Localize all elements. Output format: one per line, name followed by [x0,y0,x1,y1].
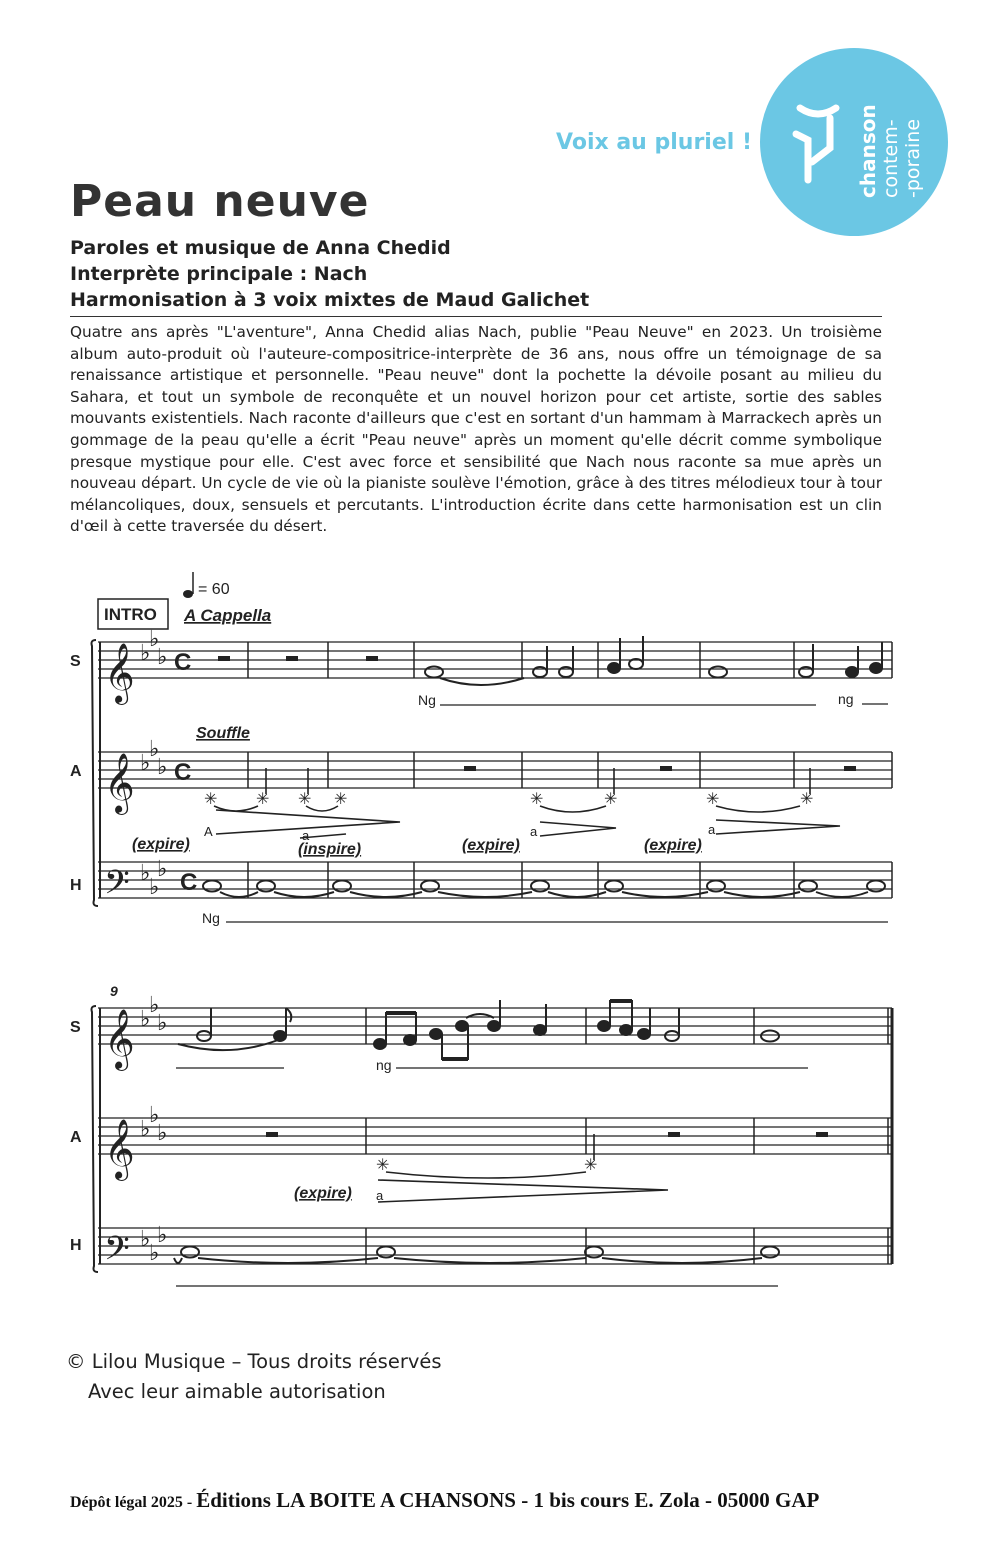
soprano-notes-2 [178,1000,779,1060]
svg-text:♭: ♭ [157,754,168,779]
treble-clef-icon: 𝄞 [104,644,135,702]
svg-text:♭: ♭ [149,1102,160,1127]
annotation-expire: (expire) [462,837,520,854]
bass-clef-icon: 𝄢 [104,865,130,909]
tie [174,1258,182,1263]
lyric-ng: ng [838,691,854,707]
svg-text:♭: ♭ [140,1116,151,1141]
voice-label-bass: H [70,877,82,894]
legal-footer [70,1488,819,1513]
lyric-a: a [302,828,310,843]
bass-clef-icon: 𝄢 [104,1231,130,1275]
style-label: A Cappella [184,606,272,625]
svg-text:♭: ♭ [149,874,160,899]
whole-note [585,1247,603,1258]
intro-paragraph: Quatre ans après "L'aventure", Anna Chedid alias Nach, publie "Peau Neuve" en 2023. Un troisième album auto-produit où l'auteure-compositrice-interprète de 36 ans, nous offre un témoignage de sa renaissance artistique et personnelle. "Peau neuve" dont la pochette la dévoile posant au milieu du Sahara, et tout un symbole de reconquête et un nouvel horizon pour cet artiste, sortie des sables mouvants existentiels. Nach raconte d'ailleurs que c'est en sortant d'un hammam à Marrackech après un gommage de la peau qu'elle a écrit "Peau neuve" après un moment qu'elle décrit comme symbolique presque mystique pour elle. C'est avec force et sensibilité que Nach nous raconte sa mue après un nouveau départ. Un cycle de vie où la pianiste soulève l'émotion, grâce à des titres mélodieux tour à tour mélancoliques, doux, sensuels et percutants. L'introduction écrite dans cette harmonisation est un clin d'œil à cette traversée du désert. [70,323,882,536]
logo-word-chanson: chanson [856,104,880,198]
tie [438,892,532,897]
voice-label-soprano-2: S [70,1019,81,1036]
whole-note [761,1247,779,1258]
svg-text:♭: ♭ [140,1226,151,1251]
annotation-expire: (expire) [294,1185,352,1202]
svg-text:♭: ♭ [157,644,168,669]
logo-word-poraine: -poraine [902,118,924,198]
svg-text:C: C [174,759,192,786]
lyric-a: a [376,1188,384,1203]
tempo-value: = 60 [198,581,230,598]
tie [602,1258,762,1263]
svg-text:♭: ♭ [157,1120,168,1145]
svg-text:C: C [174,649,192,676]
voice-label-alto-2: A [70,1129,82,1146]
svg-text:✳: ✳ [584,1157,598,1174]
tie [198,1258,378,1263]
whole-note [333,881,351,892]
whole-note [799,881,817,892]
svg-text:♭: ♭ [149,1240,160,1265]
lyric-a: a [708,822,716,837]
tie [622,892,708,897]
publisher-address: Éditions LA BOITE A CHANSONS - 1 bis cours E. Zola - 05000 GAP [196,1488,820,1512]
svg-text:✳: ✳ [334,791,348,808]
time-signature-common [174,649,197,896]
voice-label-alto: A [70,763,82,780]
treble-clef-icon: 𝄞 [104,1120,135,1178]
measure-number: 9 [110,983,118,999]
tie [350,892,422,897]
svg-text:C: C [180,869,198,896]
svg-text:✳: ✳ [706,791,720,808]
lyric-a: a [530,824,538,839]
treble-clef-icon: 𝄞 [104,754,135,812]
svg-text:♭: ♭ [149,736,160,761]
svg-text:♭: ♭ [149,992,160,1017]
lyric-a-cap: A [204,824,213,839]
annotation-expire: (expire) [132,836,190,853]
tie [274,892,334,897]
lyric-ng-cap: Ng [202,910,220,926]
svg-text:♭: ♭ [157,856,168,881]
svg-text:♭: ♭ [157,1222,168,1247]
whole-note [377,1247,395,1258]
tempo-marking [183,572,230,598]
credit-performer: Interprète principale : Nach [70,263,368,285]
copyright-notice: © Lilou Musique – Tous droits réservés [66,1350,442,1373]
alto-breath-notes-2 [376,1134,668,1202]
svg-text:✳: ✳ [376,1157,390,1174]
svg-text:✳: ✳ [256,791,270,808]
annotation-souffle: Souffle [196,725,250,742]
key-signature-flats [140,626,167,1265]
tagline: Voix au pluriel ! [556,130,752,155]
svg-text:✳: ✳ [204,791,218,808]
svg-text:✳: ✳ [604,791,618,808]
svg-text:♭: ♭ [149,626,160,651]
voice-label-bass-2: H [70,1237,82,1254]
svg-text:✳: ✳ [530,791,544,808]
credit-lyrics-music: Paroles et musique de Anna Chedid [70,237,451,259]
whole-note [257,881,275,892]
system-bracket-2 [92,1006,99,1272]
credit-harmonisation: Harmonisation à 3 voix mixtes de Maud Galichet [70,289,590,311]
whole-note [421,881,439,892]
system-bracket-1 [92,640,99,906]
svg-text:✳: ✳ [298,791,312,808]
whole-note [867,881,885,892]
lyric-ng-cap: Ng [418,692,436,708]
tie [220,892,258,897]
whole-note [531,881,549,892]
svg-text:♭: ♭ [140,750,151,775]
svg-text:♭: ♭ [140,860,151,885]
tie [394,1258,586,1263]
annotation-expire: (expire) [644,837,702,854]
svg-text:♭: ♭ [140,1006,151,1031]
lyric-ng: ng [376,1057,392,1073]
annotation-inspire: (inspire) [298,841,362,858]
svg-text:♭: ♭ [157,1010,168,1035]
whole-note [605,881,623,892]
tie [816,892,868,897]
page-title: Peau neuve [70,176,370,227]
svg-text:✳: ✳ [800,791,814,808]
treble-clef-icon: 𝄞 [104,1010,135,1068]
whole-note [203,881,221,892]
permission-notice: Avec leur aimable autorisation [88,1380,386,1403]
whole-note [181,1247,199,1258]
svg-text:♭: ♭ [140,640,151,665]
whole-note [707,881,725,892]
logo-word-contem: contem- [880,119,902,198]
section-label: INTRO [104,605,157,624]
voice-label-soprano: S [70,653,81,670]
tie [724,892,800,897]
legal-deposit: Dépôt légal 2025 - [70,1494,197,1511]
